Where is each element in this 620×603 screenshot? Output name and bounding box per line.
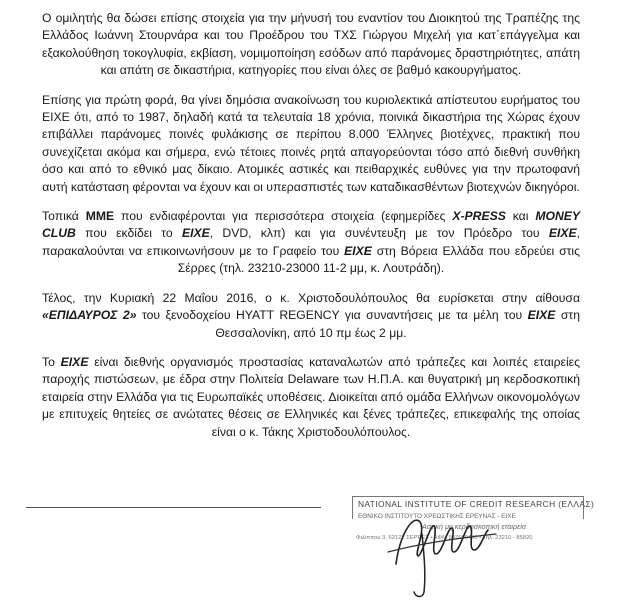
eixe-name: ΕΙΧΕ [527, 308, 556, 323]
eixe-name: ΕΙΧΕ [344, 243, 372, 258]
hall-name: «ΕΠΙΔΑΥΡΟΣ 2» [42, 308, 137, 323]
signature-rule [26, 507, 321, 508]
stamp-line-type: Αστική μη κερδοσκοπική εταιρεία [422, 522, 526, 531]
stamp-line-english: NATIONAL INSTITUTE OF CREDIT RESEARCH (ΕΛΛΑΣ) [358, 499, 595, 509]
eixe-name: ΕΙΧΕ [548, 226, 577, 241]
paragraph-5: Το ΕΙΧΕ είναι διεθνής οργανισμός προστασίας καταναλωτών από τράπεζες και λοιπές εταιρείες παροχής πιστώσεων, με έδρα στην Πολιτεία Delaware των Η.Π.Α. και θυγατρική μη κερδοσκοπική εταιρεία στην Ελλάδα για τις Ευρωπαϊκές υποθέσεις. Διοικείται από ομάδα Ελλήνων οικονομολόγων με επιτυχείς θητείες σε ανώτατες θέσεις σε Ελληνικές και ξένες τράπεζες, επικεφαλής της οποίας είναι ο κ. Τάκης Χριστοδουλόπουλος. [42, 354, 580, 439]
stamp-line-address: Φιλίππου 3, 62122 ΣΕΡΡΕΣ • ΑΦΜ 997659450 • Τηλ. 23210 - 85820 [356, 535, 533, 541]
paragraph-1: Ο ομιλητής θα δώσει επίσης στοιχεία για την μήνυσή του εναντίον του Διοικητού της Τραπέζης της Ελλάδος Ιωάννη Στουρνάρα και του Προέδρου του ΤΧΣ Γιώργου Μιχελή για κατ΄επάγγελμα και εξακολούθηση τοκογλυφία, εκβίαση, νομιμοποίηση εσόδων από παράνομες δραστηριότητες, απάτη και απάτη σε δικαστήρια, κατηγορίες που είναι όλες σε βαθμό κακουργήματος. [42, 11, 580, 78]
media-bold: ΜΜΕ [85, 209, 115, 224]
eixe-name: ΕΙΧΕ [181, 226, 210, 241]
paragraph-2: Επίσης για πρώτη φορά, θα γίνει δημόσια ανακοίνωση του κυριολεκτικά απίστευτου ευρήματος του ΕΙΧΕ ότι, από το 1987, δηλαδή κατά τα τελευταία 18 χρόνια, ποινικά δικαστήρια της Χώρας έχουν επιβάλλει παράνομες ποινές φυλάκισης σε περίπου 8.000 Έλληνες βιοτέχνες, πρακτική που συνεχίζεται ακόμα και σήμερα, ενώ τέτοιες ποινές ρητά απαγορεύονται τόσο από διεθνή συνθήκη όσο και από το εθνικό μας δίκαιο. Ατομικές αστικές και πειθαρχικές ευθύνες για την πρωτοφανή αυτή κατάσταση φέρονται να έχουν και οι υπερασπιστές των καταδικασθέντων βιοτεχνών δικηγόροι. [42, 92, 580, 194]
handwritten-signature [378, 494, 508, 599]
paragraph-4: Τέλος, την Κυριακή 22 Μαΐου 2016, ο κ. Χριστοδουλόπουλος θα ευρίσκεται στην αίθουσα «ΕΠΙΔΑΥΡΟΣ 2» του ξενοδοχείου HYATT REGENCY για συναντήσεις με τα μέλη του ΕΙΧΕ στη Θεσσαλονίκη, από 10 πμ έως 2 μμ. [42, 290, 580, 340]
stamp-line-greek: ΕΘΝΙΚΟ ΙΝΣΤΙΤΟΥΤΟ ΧΡΕΩΣΤΙΚΗΣ ΕΡΕΥΝΑΣ - ΕΙΧΕ [358, 513, 516, 520]
document-body [42, 10, 580, 453]
xpress-name: X-PRESS [452, 209, 506, 224]
eixe-name: ΕΙΧΕ [60, 354, 89, 369]
paragraph-3: Τοπικά ΜΜΕ που ενδιαφέρονται για περισσότερα στοιχεία (εφημερίδες X-PRESS και MONEY CLUB που εκδίδει το ΕΙΧΕ, DVD, κλπ) και για συνέντευξη με τον Πρόεδρο του ΕΙΧΕ, παρακαλούνται να επικοινωνήσουν με το Γραφείο του ΕΙΧΕ στη Βόρεια Ελλάδα που εδρεύει στις Σέρρες (τηλ. 23210-23000 11-2 μμ, κ. Λουτράδη). [42, 209, 581, 276]
money-club-name: MONEY CLUB [42, 209, 581, 241]
